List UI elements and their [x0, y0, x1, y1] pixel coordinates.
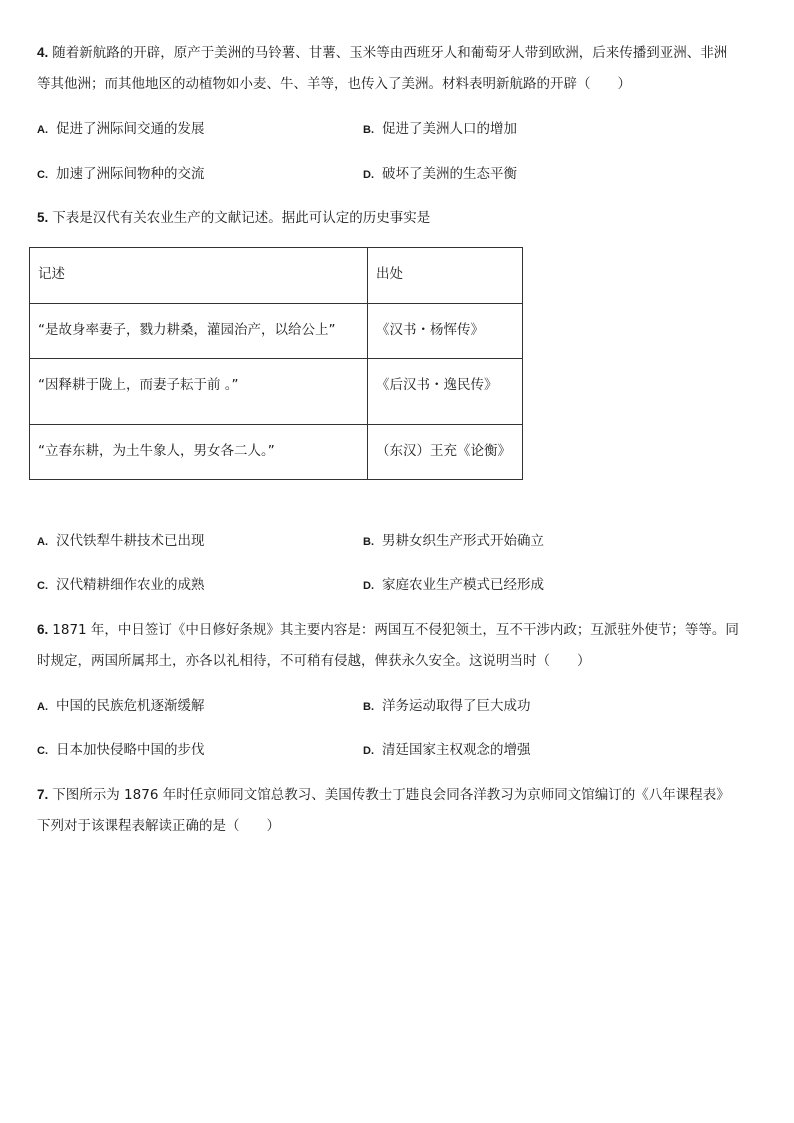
q6-option-c[interactable] — [37, 740, 205, 761]
option-letter: B. — [363, 701, 374, 713]
q5-option-b[interactable] — [363, 531, 544, 552]
table-header-row — [30, 248, 523, 304]
table-cell — [30, 304, 368, 359]
q4-stem-line-1 — [37, 43, 727, 63]
table-row — [30, 359, 523, 425]
option-text: 促进了洲际间交通的发展 — [56, 121, 205, 137]
cell-text: “是故身率妻子，戮力耕桑，灌园治产，以给公上” — [38, 322, 336, 338]
option-letter: D. — [363, 745, 374, 757]
table-cell — [30, 359, 368, 425]
q5-option-d[interactable] — [363, 575, 544, 596]
q6-number: 6. — [37, 622, 49, 637]
option-letter: C. — [37, 169, 48, 181]
q4-option-c[interactable] — [37, 164, 205, 185]
option-letter: C. — [37, 745, 48, 757]
table-cell — [368, 359, 523, 425]
q7-stem-line-1 — [37, 785, 730, 805]
table-row — [30, 304, 523, 359]
option-text: 破坏了美洲的生态平衡 — [382, 166, 517, 182]
table-cell — [368, 425, 523, 480]
table-row — [30, 425, 523, 480]
option-text: 清廷国家主权观念的增强 — [382, 742, 531, 758]
q5-source-table — [29, 247, 523, 480]
q4-option-d[interactable] — [363, 164, 517, 185]
q6-option-a[interactable] — [37, 696, 205, 717]
option-letter: C. — [37, 580, 48, 592]
q6-stem-text-1: 1871 年，中日签订《中日修好条规》其主要内容是：两国互不侵犯领土，互不干涉内政；互派驻外使节；等等。同 — [52, 622, 739, 638]
option-text: 男耕女织生产形式开始确立 — [382, 533, 544, 549]
table-cell — [368, 304, 523, 359]
q5-stem-text: 下表是汉代有关农业生产的文献记述。据此可认定的历史事实是 — [52, 210, 431, 226]
q6-stem-line-2: 时规定，两国所属邦土，亦各以礼相待，不可稍有侵越，俾获永久安全。这说明当时（ ） — [37, 653, 591, 669]
table-header-cell — [30, 248, 368, 304]
option-letter: A. — [37, 701, 48, 713]
header-text: 记述 — [38, 266, 65, 282]
cell-text: （东汉）王充《论衡》 — [376, 443, 511, 459]
option-letter: B. — [363, 536, 374, 548]
option-text: 汉代铁犁牛耕技术已出现 — [56, 533, 205, 549]
cell-text: 《汉书・杨恽传》 — [376, 322, 484, 338]
option-letter: D. — [363, 580, 374, 592]
table-header-cell — [368, 248, 523, 304]
q5-stem-line — [37, 208, 430, 228]
q6-option-b[interactable] — [363, 696, 531, 717]
q5-number: 5. — [37, 210, 49, 225]
q4-option-b[interactable] — [363, 119, 517, 140]
q4-stem-line-2: 等其他洲；而其他地区的动植物如小麦、牛、羊等，也传入了美洲。材料表明新航路的开辟（ ） — [37, 76, 631, 92]
q6-stem-line-1 — [37, 620, 739, 640]
header-text: 出处 — [376, 266, 403, 282]
q4-number: 4. — [37, 45, 49, 60]
q7-stem-text-1: 下图所示为 1876 年时任京师同文馆总教习、美国传教士丁韪良会同各洋教习为京师同文馆编订的《八年课程表》 — [52, 787, 730, 803]
q6-option-d[interactable] — [363, 740, 531, 761]
option-letter: A. — [37, 124, 48, 136]
q7-stem-line-2: 下列对于该课程表解读正确的是（ ） — [37, 818, 280, 834]
q4-option-a[interactable] — [37, 119, 205, 140]
q4-stem-text-1: 随着新航路的开辟，原产于美洲的马铃薯、甘薯、玉米等由西班牙人和葡萄牙人带到欧洲，后来传播到亚洲、非洲 — [52, 45, 728, 61]
option-text: 日本加快侵略中国的步伐 — [56, 742, 205, 758]
cell-text: “因释耕于陇上，而妻子耘于前 。” — [38, 377, 239, 393]
option-text: 洋务运动取得了巨大成功 — [382, 698, 531, 714]
option-text: 汉代精耕细作农业的成熟 — [56, 577, 205, 593]
q7-number: 7. — [37, 787, 49, 802]
option-text: 加速了洲际间物种的交流 — [56, 166, 205, 182]
table-cell — [30, 425, 368, 480]
option-letter: B. — [363, 124, 374, 136]
cell-text: “立春东耕，为土牛象人，男女各二人。” — [38, 443, 275, 459]
cell-text: 《后汉书・逸民传》 — [376, 377, 498, 393]
option-text: 中国的民族危机逐渐缓解 — [56, 698, 205, 714]
q5-option-c[interactable] — [37, 575, 205, 596]
option-text: 家庭农业生产模式已经形成 — [382, 577, 544, 593]
option-text: 促进了美洲人口的增加 — [382, 121, 517, 137]
q5-option-a[interactable] — [37, 531, 205, 552]
option-letter: A. — [37, 536, 48, 548]
option-letter: D. — [363, 169, 374, 181]
